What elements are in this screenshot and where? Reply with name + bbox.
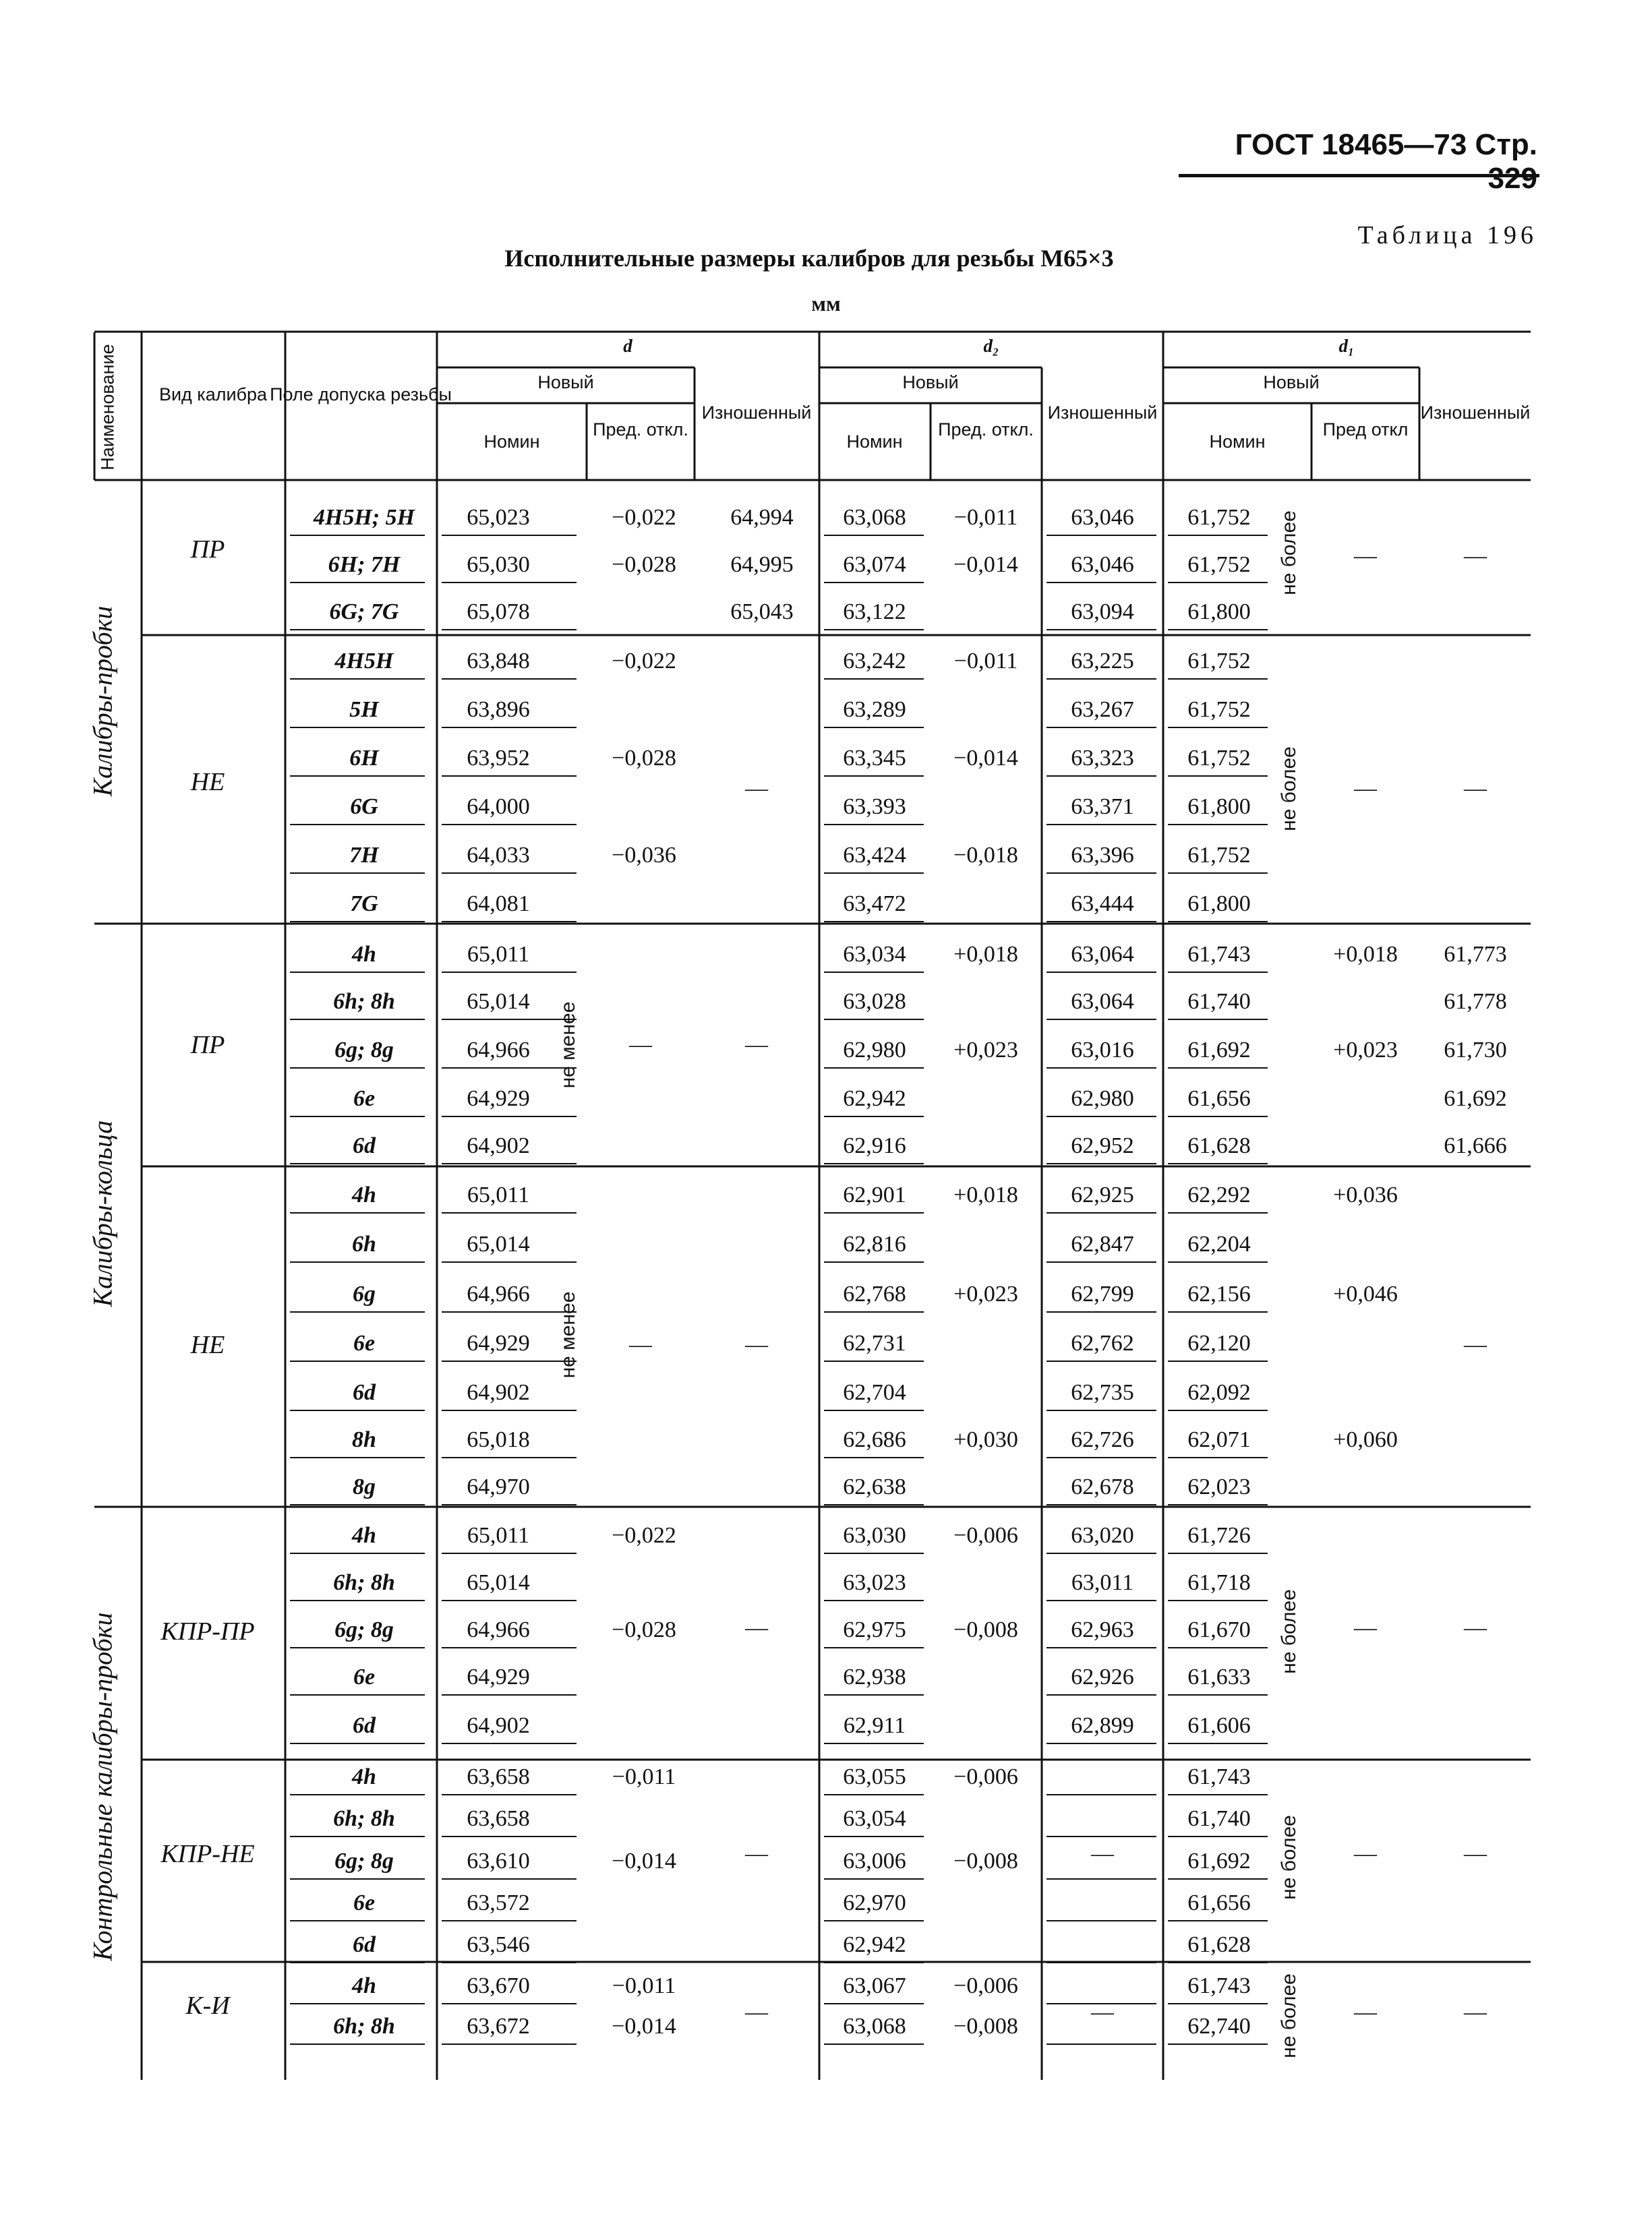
tolerance-field-cell: 8h: [352, 1427, 376, 1452]
value-cell-d2-dev: −0,011: [953, 649, 1018, 674]
value-cell-d1: 61,628: [1187, 1133, 1251, 1158]
tolerance-field-cell: 4h: [352, 1973, 376, 1998]
tolerance-field-cell: 6g: [353, 1282, 376, 1307]
gauge-kind: НЕ: [190, 1331, 225, 1359]
value-cell-d2: 63,006: [843, 1849, 906, 1874]
value-cell-d2-dev: −0,008: [953, 2014, 1018, 2039]
dash-cell: —: [745, 1032, 768, 1057]
value-cell-d: 63,848: [467, 649, 530, 674]
value-cell-d: 63,896: [467, 697, 530, 722]
column-header-d1-new: Новый: [1263, 372, 1320, 392]
value-cell-d: 64,966: [467, 1617, 530, 1642]
value-cell-d1: 62,092: [1187, 1380, 1251, 1405]
value-cell-d: 65,011: [467, 942, 530, 967]
value-cell-d2-worn: 63,064: [1071, 942, 1134, 967]
value-cell-d1: 61,752: [1187, 505, 1251, 530]
value-cell-d2-dev: +0,023: [953, 1038, 1018, 1063]
note-not-less: не менее: [557, 1291, 579, 1379]
value-cell-d1: 61,628: [1187, 1932, 1251, 1957]
dash-cell: —: [1464, 2000, 1487, 2025]
tolerance-field-cell: 6h; 8h: [333, 989, 395, 1014]
tolerance-field-cell: 4h: [352, 1183, 376, 1207]
tolerance-field-cell: 8g: [353, 1474, 376, 1499]
value-cell-d2: 63,424: [843, 843, 906, 868]
tolerance-field-cell: 6h; 8h: [333, 1806, 395, 1831]
dash-cell: —: [629, 1332, 652, 1357]
value-cell-d2: 63,034: [843, 942, 906, 967]
tolerance-field-cell: 6H: [349, 746, 379, 771]
value-cell-d: 65,011: [467, 1523, 530, 1548]
value-cell-d2: 63,030: [843, 1523, 906, 1548]
value-cell-d: 64,929: [467, 1331, 530, 1356]
dash-cell: —: [1464, 1332, 1487, 1357]
gauge-kind: К-И: [185, 1992, 230, 2020]
value-cell-d2: 63,028: [843, 989, 906, 1014]
value-cell-d: 64,902: [467, 1380, 530, 1405]
value-cell-d1: 62,292: [1187, 1183, 1251, 1207]
dash-cell: —: [1354, 776, 1377, 801]
value-cell-d: 64,966: [467, 1282, 530, 1307]
value-cell-d2: 62,942: [843, 1932, 906, 1957]
column-header-field: Поле допуска резьбы: [270, 384, 452, 405]
value-cell-d1: 61,740: [1187, 989, 1251, 1014]
tolerance-field-cell: 6d: [353, 1932, 376, 1957]
group-label-rings: Калибры-кольца: [87, 1120, 118, 1307]
value-cell-d: 65,030: [467, 552, 530, 577]
value-cell-d2-dev: +0,030: [953, 1427, 1018, 1452]
value-cell-d2-worn: 63,225: [1071, 649, 1134, 674]
value-cell-d2-worn: 62,762: [1071, 1331, 1134, 1356]
tolerance-field-cell: 5H: [349, 697, 379, 722]
value-cell-d1: 61,656: [1187, 1890, 1251, 1915]
value-cell-d1-worn: 61,666: [1444, 1133, 1507, 1158]
value-cell-d-dev: −0,011: [612, 1973, 676, 1998]
column-header-d1-worn: Изношенный: [1420, 402, 1531, 423]
value-cell-d1: 61,726: [1187, 1523, 1251, 1548]
value-cell-d2: 63,067: [843, 1973, 906, 1998]
tolerance-field-cell: 6G; 7G: [329, 599, 399, 624]
value-cell-d1: 61,633: [1187, 1665, 1251, 1690]
tolerance-field-cell: 6g; 8g: [334, 1038, 394, 1063]
value-cell-d2: 62,731: [843, 1331, 906, 1356]
value-cell-d2-worn: 62,899: [1071, 1713, 1134, 1738]
value-cell-d-worn: 64,994: [730, 505, 794, 530]
value-cell-d2: 63,122: [843, 599, 906, 624]
tolerance-field-cell: 4H5H; 5H: [313, 505, 415, 530]
value-cell-d1: 61,606: [1187, 1713, 1251, 1738]
value-cell-d2: 63,345: [843, 746, 906, 771]
column-header-d2-worn: Изношенный: [1047, 402, 1158, 423]
value-cell-d2: 63,074: [843, 552, 906, 577]
value-cell-d: 63,658: [467, 1806, 530, 1831]
value-cell-d2: 63,068: [843, 505, 906, 530]
value-cell-d2-worn: 63,046: [1071, 505, 1134, 530]
value-cell-d1: 61,743: [1187, 1973, 1251, 1998]
value-cell-d1: 61,752: [1187, 843, 1251, 868]
tolerance-field-cell: 4h: [352, 1523, 376, 1548]
value-cell-d1: 61,743: [1187, 942, 1251, 967]
column-header-name: Наименование: [97, 344, 118, 471]
value-cell-d2-dev: +0,018: [953, 1183, 1018, 1207]
value-cell-d2-worn: 62,726: [1071, 1427, 1134, 1452]
value-cell-d1: 62,120: [1187, 1331, 1251, 1356]
value-cell-d: 63,546: [467, 1932, 530, 1957]
dash-cell: —: [745, 2000, 768, 2025]
column-header-d1: d₁: [1338, 336, 1355, 356]
value-cell-d2-worn: 63,011: [1071, 1570, 1134, 1595]
dash-cell: —: [745, 1615, 768, 1640]
note-not-less: не менее: [557, 1001, 579, 1089]
value-cell-d2: 63,393: [843, 794, 906, 819]
dash-cell: —: [1354, 1615, 1377, 1640]
value-cell-d2-dev: −0,006: [953, 1523, 1018, 1548]
value-cell-d2: 63,289: [843, 697, 906, 722]
value-cell-d2: 62,938: [843, 1665, 906, 1690]
value-cell-d2-worn: 63,444: [1071, 891, 1134, 916]
value-cell-d-dev: −0,028: [612, 552, 676, 577]
value-cell-d2: 63,023: [843, 1570, 906, 1595]
tolerance-field-cell: 6d: [353, 1133, 376, 1158]
value-cell-d-dev: −0,022: [612, 649, 676, 674]
table-title: Исполнительные размеры калибров для резьбы M65×3: [504, 245, 1114, 272]
dash-cell: —: [1091, 1841, 1114, 1866]
value-cell-d2-worn: 63,323: [1071, 746, 1134, 771]
value-cell-d1: 62,071: [1187, 1427, 1251, 1452]
value-cell-d-dev: −0,022: [612, 505, 676, 530]
column-header-d-dev: Пред. откл.: [593, 419, 688, 440]
value-cell-d2: 63,242: [843, 649, 906, 674]
value-cell-d1-dev: +0,036: [1333, 1183, 1398, 1207]
value-cell-d2: 63,068: [843, 2014, 906, 2039]
value-cell-d1: 61,743: [1187, 1764, 1251, 1789]
value-cell-d2-worn: 63,396: [1071, 843, 1134, 868]
column-header-d-worn: Изношенный: [701, 402, 812, 423]
value-cell-d: 64,902: [467, 1133, 530, 1158]
tolerance-field-cell: 7H: [349, 843, 379, 868]
group-label-plugs: Калибры-пробки: [87, 605, 118, 797]
value-cell-d1: 61,670: [1187, 1617, 1251, 1642]
tolerance-field-cell: 4H5H: [334, 649, 394, 674]
value-cell-d1: 61,800: [1187, 794, 1251, 819]
tolerance-field-cell: 6G: [350, 794, 378, 819]
column-header-kind: Вид калибра: [158, 384, 268, 405]
value-cell-d-dev: −0,011: [612, 1764, 676, 1789]
value-cell-d1: 62,740: [1187, 2014, 1251, 2039]
value-cell-d2: 62,942: [843, 1086, 906, 1111]
value-cell-d2: 63,054: [843, 1806, 906, 1831]
value-cell-d2-worn: 62,799: [1071, 1282, 1134, 1307]
value-cell-d1: 61,718: [1187, 1570, 1251, 1595]
value-cell-d-dev: −0,028: [612, 746, 676, 771]
value-cell-d: 63,610: [467, 1849, 530, 1874]
note-not-more: не более: [1278, 1973, 1300, 2058]
column-header-d2-dev: Пред. откл.: [938, 419, 1034, 440]
dash-cell: —: [1354, 1841, 1377, 1866]
value-cell-d: 63,572: [467, 1890, 530, 1915]
value-cell-d1: 62,023: [1187, 1474, 1251, 1499]
tolerance-field-cell: 4h: [352, 942, 376, 967]
units-label: мм: [811, 291, 841, 316]
value-cell-d2-worn: 63,020: [1071, 1523, 1134, 1548]
tolerance-field-cell: 6H; 7H: [328, 552, 401, 577]
tolerance-field-cell: 7G: [350, 891, 378, 916]
dash-cell: —: [1354, 543, 1377, 568]
column-header-d1-dev: Пред откл: [1322, 419, 1409, 440]
value-cell-d2: 62,638: [843, 1474, 906, 1499]
column-header-d-new: Новый: [537, 372, 594, 392]
value-cell-d2-dev: −0,008: [953, 1617, 1018, 1642]
value-cell-d-dev: −0,014: [612, 2014, 676, 2039]
note-not-more: не более: [1278, 1815, 1300, 1900]
value-cell-d2-worn: 62,925: [1071, 1183, 1134, 1207]
value-cell-d: 64,000: [467, 794, 530, 819]
gauge-kind: КПР-ПР: [160, 1617, 255, 1646]
value-cell-d2-worn: 63,267: [1071, 697, 1134, 722]
dash-cell: —: [1464, 543, 1487, 568]
value-cell-d2-dev: −0,006: [953, 1764, 1018, 1789]
dash-cell: —: [1354, 2000, 1377, 2025]
tolerance-field-cell: 6h: [352, 1232, 376, 1257]
value-cell-d: 65,023: [467, 505, 530, 530]
value-cell-d-dev: −0,036: [612, 843, 676, 868]
column-header-d2: d₂: [983, 336, 999, 356]
value-cell-d1: 61,740: [1187, 1806, 1251, 1831]
value-cell-d2-worn: 62,980: [1071, 1086, 1134, 1111]
value-cell-d2-worn: 63,016: [1071, 1038, 1134, 1063]
table-number: Таблица 196: [1357, 221, 1537, 249]
tolerance-field-cell: 6d: [353, 1380, 376, 1405]
value-cell-d: 64,033: [467, 843, 530, 868]
dash-cell: —: [1464, 776, 1487, 801]
value-cell-d2: 62,686: [843, 1427, 906, 1452]
tolerance-field-cell: 6d: [353, 1713, 376, 1738]
dash-cell: —: [745, 1841, 768, 1866]
value-cell-d: 63,670: [467, 1973, 530, 1998]
value-cell-d2-dev: −0,011: [953, 505, 1018, 530]
value-cell-d2: 62,816: [843, 1232, 906, 1257]
tolerance-field-cell: 6h; 8h: [333, 1570, 395, 1595]
value-cell-d1-worn: 61,730: [1444, 1038, 1507, 1063]
value-cell-d2-dev: −0,014: [953, 552, 1018, 577]
value-cell-d2-worn: 62,847: [1071, 1232, 1134, 1257]
value-cell-d: 63,672: [467, 2014, 530, 2039]
value-cell-d2: 62,704: [843, 1380, 906, 1405]
value-cell-d2-worn: 63,046: [1071, 552, 1134, 577]
dash-cell: —: [1464, 1841, 1487, 1866]
value-cell-d1-dev: +0,046: [1333, 1282, 1398, 1307]
value-cell-d: 64,929: [467, 1086, 530, 1111]
value-cell-d-dev: −0,022: [612, 1523, 676, 1548]
value-cell-d: 65,078: [467, 599, 530, 624]
column-header-d2-new: Новый: [902, 372, 959, 392]
value-cell-d: 65,014: [467, 1232, 530, 1257]
value-cell-d: 65,014: [467, 989, 530, 1014]
value-cell-d: 65,014: [467, 1570, 530, 1595]
dash-cell: —: [1464, 1615, 1487, 1640]
value-cell-d1: 61,752: [1187, 552, 1251, 577]
value-cell-d1: 61,800: [1187, 891, 1251, 916]
gauge-kind: КПР-НЕ: [160, 1840, 255, 1868]
value-cell-d2-worn: 63,064: [1071, 989, 1134, 1014]
column-header-d: d: [623, 336, 632, 356]
value-cell-d2: 62,916: [843, 1133, 906, 1158]
value-cell-d-dev: −0,014: [612, 1849, 676, 1874]
gauge-kind: ПР: [190, 1031, 225, 1059]
value-cell-d2: 62,901: [843, 1183, 906, 1207]
value-cell-d-worn: 65,043: [730, 599, 794, 624]
value-cell-d2: 62,768: [843, 1282, 906, 1307]
value-cell-d2-worn: 62,735: [1071, 1380, 1134, 1405]
value-cell-d1: 61,752: [1187, 649, 1251, 674]
tolerance-field-cell: 6e: [353, 1890, 376, 1915]
value-cell-d2-worn: 63,371: [1071, 794, 1134, 819]
tolerance-field-cell: 6g; 8g: [334, 1617, 394, 1642]
page-header: ГОСТ 18465—73 Стр. 329: [1235, 128, 1537, 195]
gauge-kind: НЕ: [190, 768, 225, 796]
dash-cell: —: [745, 776, 768, 801]
tolerance-field-cell: 6g; 8g: [334, 1849, 394, 1874]
value-cell-d2: 63,472: [843, 891, 906, 916]
dash-cell: —: [1091, 2000, 1114, 2025]
value-cell-d2: 63,055: [843, 1764, 906, 1789]
column-header-d1-nom: Номин: [1209, 431, 1266, 452]
value-cell-d2-worn: 62,926: [1071, 1665, 1134, 1690]
group-label-control-plugs: Контрольные калибры-пробки: [87, 1612, 118, 1961]
value-cell-d2: 62,980: [843, 1038, 906, 1063]
value-cell-d1: 62,156: [1187, 1282, 1251, 1307]
value-cell-d1: 61,656: [1187, 1086, 1251, 1111]
tolerance-field-cell: 6e: [353, 1086, 376, 1111]
note-not-more: не более: [1278, 746, 1300, 831]
value-cell-d2-worn: 62,678: [1071, 1474, 1134, 1499]
column-header-d2-nom: Номин: [846, 431, 903, 452]
value-cell-d: 63,658: [467, 1764, 530, 1789]
value-cell-d1: 61,752: [1187, 697, 1251, 722]
value-cell-d2: 62,975: [843, 1617, 906, 1642]
value-cell-d1: 61,752: [1187, 746, 1251, 771]
value-cell-d: 65,018: [467, 1427, 530, 1452]
value-cell-d-dev: −0,028: [612, 1617, 676, 1642]
value-cell-d2-worn: 62,963: [1071, 1617, 1134, 1642]
value-cell-d1-dev: +0,060: [1333, 1427, 1398, 1452]
value-cell-d: 64,970: [467, 1474, 530, 1499]
value-cell-d2-dev: −0,006: [953, 1973, 1018, 1998]
value-cell-d: 64,081: [467, 891, 530, 916]
tolerance-field-cell: 4h: [352, 1764, 376, 1789]
dash-cell: —: [745, 1332, 768, 1357]
value-cell-d2-dev: −0,014: [953, 746, 1018, 771]
value-cell-d2-dev: +0,023: [953, 1282, 1018, 1307]
gauge-kind: ПР: [190, 535, 225, 564]
tolerance-field-cell: 6e: [353, 1665, 376, 1690]
value-cell-d2-worn: 62,952: [1071, 1133, 1134, 1158]
value-cell-d2-dev: −0,018: [953, 843, 1018, 868]
value-cell-d2-worn: 63,094: [1071, 599, 1134, 624]
value-cell-d1: 62,204: [1187, 1232, 1251, 1257]
note-not-more: не более: [1278, 510, 1300, 595]
note-not-more: не более: [1278, 1589, 1300, 1674]
value-cell-d1-worn: 61,773: [1444, 942, 1507, 967]
tolerance-field-cell: 6e: [353, 1331, 376, 1356]
value-cell-d2: 62,970: [843, 1890, 906, 1915]
value-cell-d2-dev: −0,008: [953, 1849, 1018, 1874]
dash-cell: —: [629, 1032, 652, 1057]
column-header-d-nom: Номин: [483, 431, 540, 452]
value-cell-d1-worn: 61,692: [1444, 1086, 1507, 1111]
value-cell-d1-worn: 61,778: [1444, 989, 1507, 1014]
value-cell-d2-dev: +0,018: [953, 942, 1018, 967]
value-cell-d: 64,929: [467, 1665, 530, 1690]
value-cell-d1: 61,692: [1187, 1038, 1251, 1063]
value-cell-d1-dev: +0,023: [1333, 1038, 1398, 1063]
tolerance-field-cell: 6h; 8h: [333, 2014, 395, 2039]
value-cell-d: 63,952: [467, 746, 530, 771]
value-cell-d1-dev: +0,018: [1333, 942, 1398, 967]
value-cell-d: 64,902: [467, 1713, 530, 1738]
value-cell-d: 65,011: [467, 1183, 530, 1207]
value-cell-d1: 61,692: [1187, 1849, 1251, 1874]
value-cell-d1: 61,800: [1187, 599, 1251, 624]
value-cell-d-worn: 64,995: [730, 552, 794, 577]
value-cell-d: 64,966: [467, 1038, 530, 1063]
value-cell-d2: 62,911: [843, 1713, 906, 1738]
